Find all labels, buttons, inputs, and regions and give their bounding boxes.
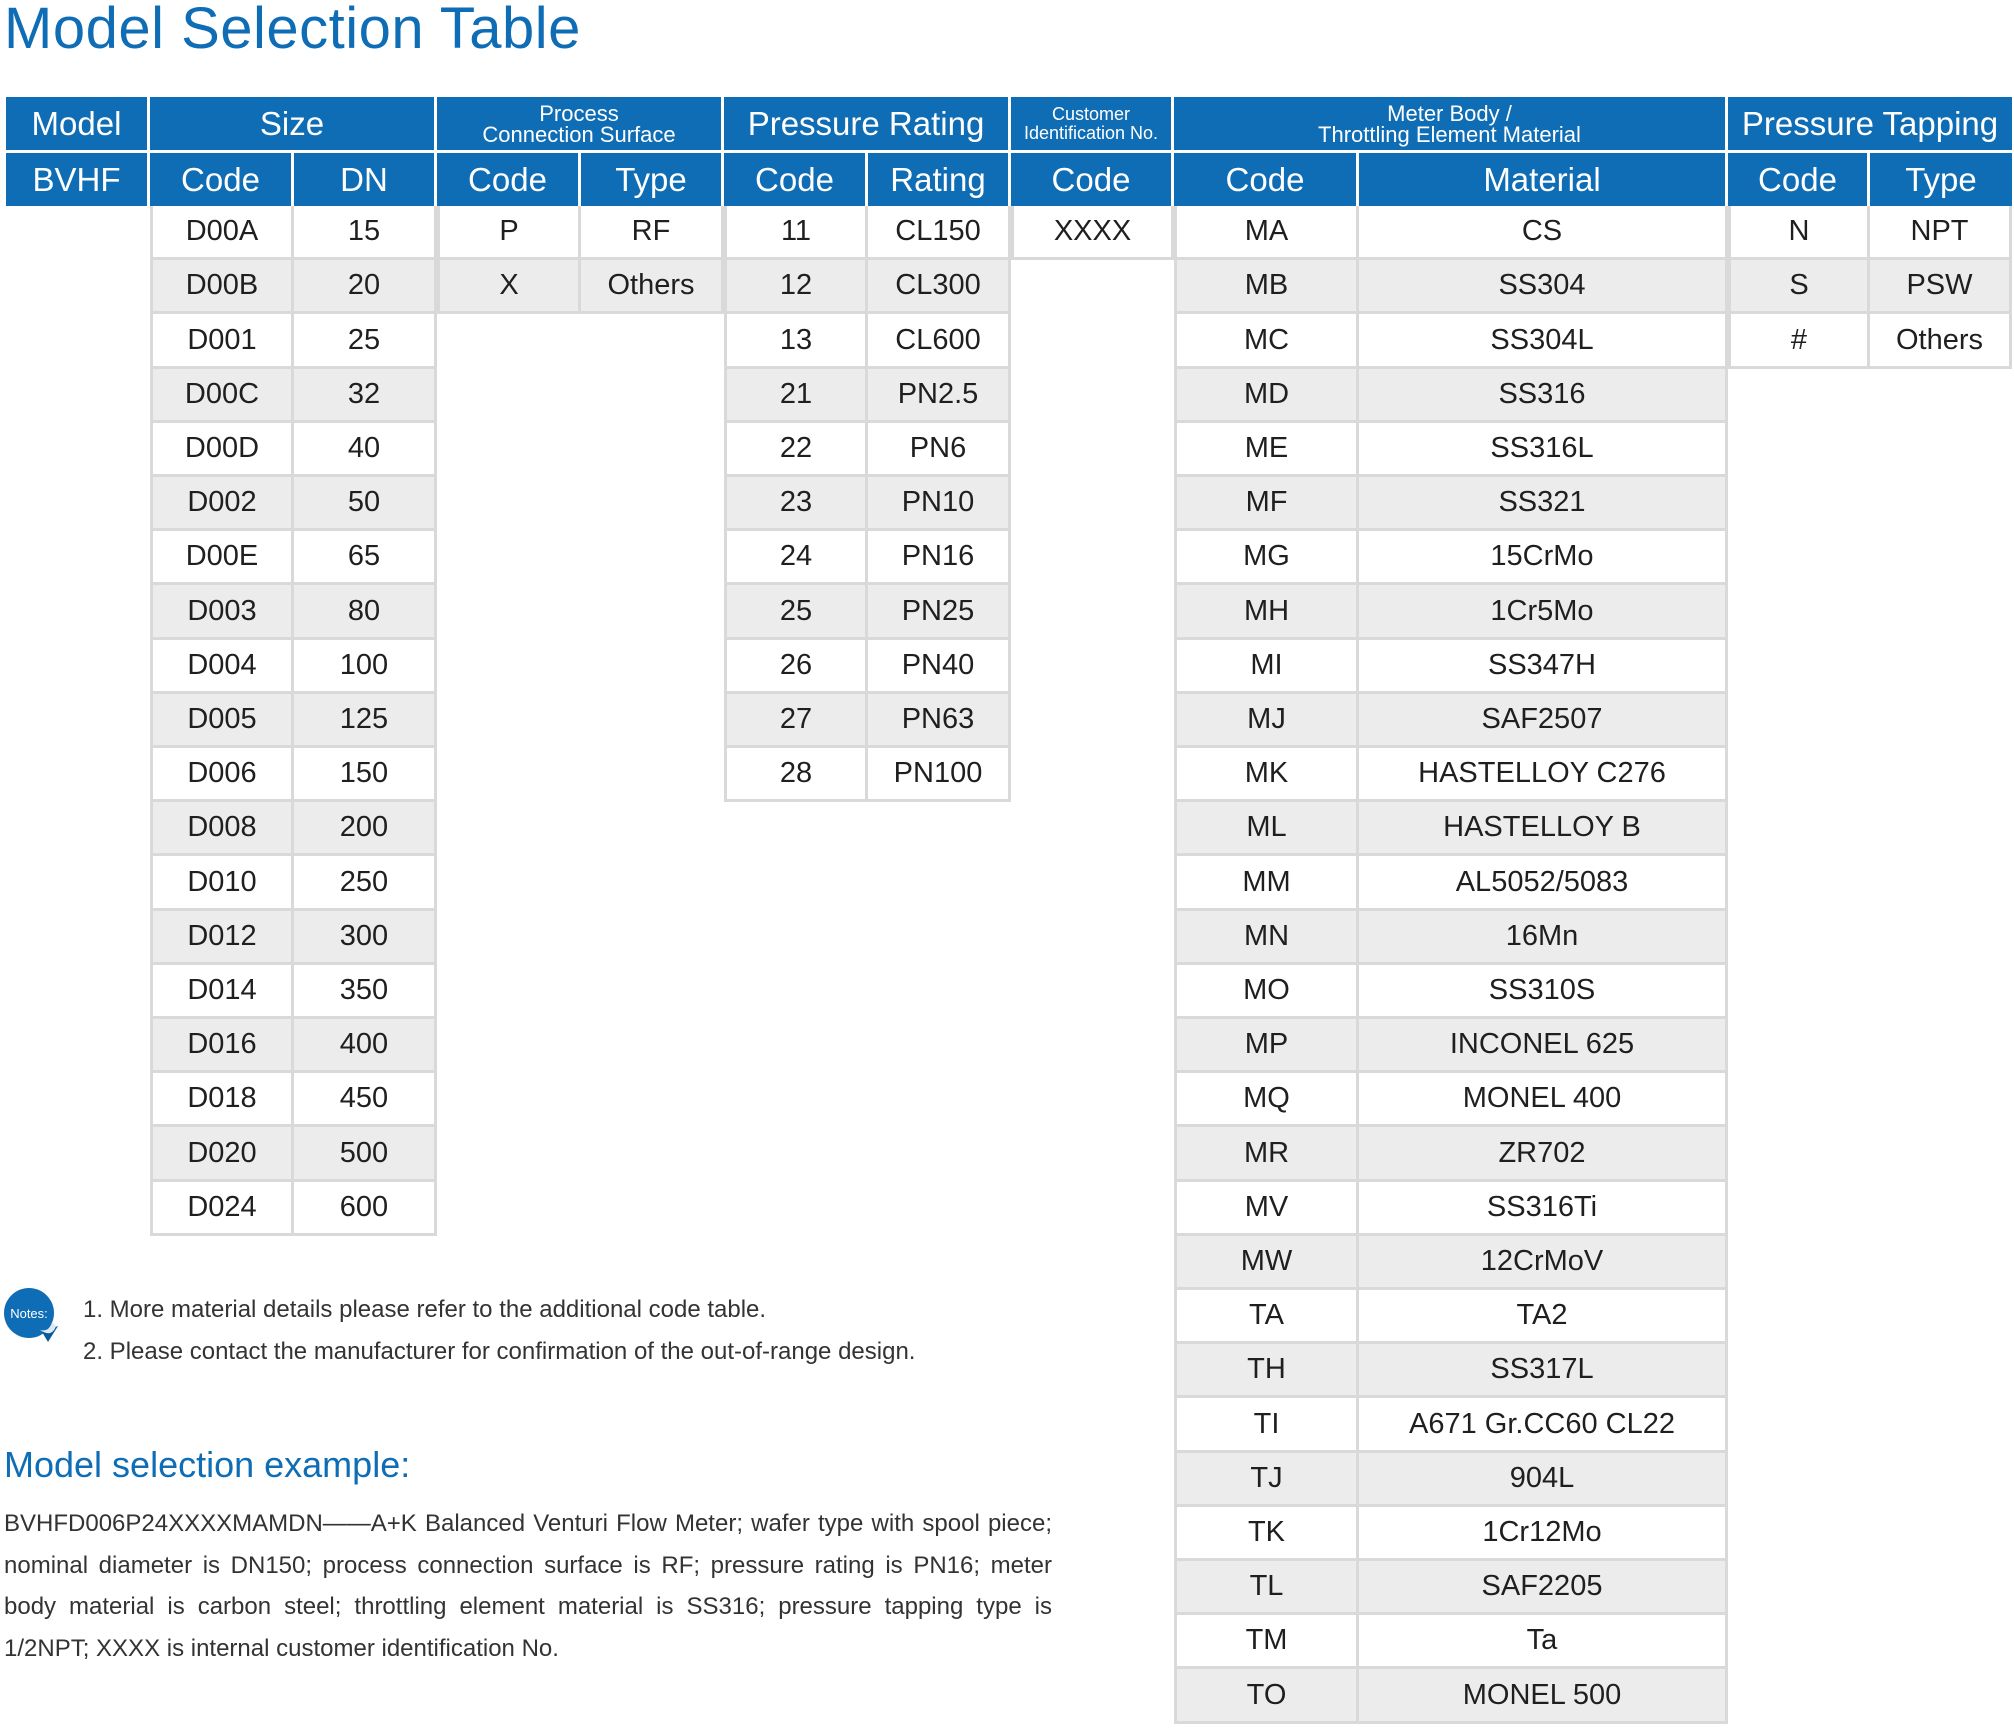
header-size: Size <box>150 97 437 153</box>
material-row-code-cell: MF <box>1174 477 1359 531</box>
tapping-row-value-cell: PSW <box>1870 260 2012 314</box>
material-row-value-cell: SS317L <box>1359 1344 1728 1398</box>
material-row-value-cell: MONEL 400 <box>1359 1073 1728 1127</box>
pressure-row-value-cell: PN6 <box>868 423 1011 477</box>
header-process <box>437 97 724 153</box>
note-2: 2. Please contact the manufacturer for confirmation of the out-of-range design. <box>83 1338 916 1365</box>
size-row-code-cell: D014 <box>150 965 294 1019</box>
size-row-value-cell: 80 <box>294 585 437 640</box>
material-row-code-cell: MG <box>1174 531 1359 585</box>
pressure-row-value-cell: CL600 <box>868 314 1011 369</box>
material-row-value-cell: SS321 <box>1359 477 1728 531</box>
size-row-code-cell: D024 <box>150 1182 294 1236</box>
material-row-code-cell: MR <box>1174 1127 1359 1182</box>
size-row-value-cell: 15 <box>294 206 437 260</box>
customer-row-code-cell: XXXX <box>1011 206 1174 260</box>
material-row-code-cell: ME <box>1174 423 1359 477</box>
header-pressure: Pressure Rating <box>724 97 1011 153</box>
size-row-code-cell: D002 <box>150 477 294 531</box>
pressure-row-code-cell: 11 <box>724 206 868 260</box>
header-process-type: Type <box>581 153 724 206</box>
process-row-value-cell: RF <box>581 206 724 260</box>
material-row-code-cell: TH <box>1174 1344 1359 1398</box>
material-row-value-cell: AL5052/5083 <box>1359 856 1728 911</box>
pressure-row-value-cell: CL300 <box>868 260 1011 314</box>
pressure-row-value-cell: PN25 <box>868 585 1011 640</box>
size-row-value-cell: 32 <box>294 369 437 423</box>
pressure-row-code-cell: 23 <box>724 477 868 531</box>
header-pressure-code: Code <box>724 153 868 206</box>
size-row-code-cell: D012 <box>150 911 294 965</box>
header-process-code: Code <box>437 153 581 206</box>
material-row-code-cell: MA <box>1174 206 1359 260</box>
size-row-code-cell: D00A <box>150 206 294 260</box>
material-row-value-cell: INCONEL 625 <box>1359 1019 1728 1073</box>
material-row-code-cell: TI <box>1174 1398 1359 1453</box>
pressure-row-code-cell: 13 <box>724 314 868 369</box>
size-row-value-cell: 65 <box>294 531 437 585</box>
header-meter-material: Material <box>1359 153 1728 206</box>
material-row-value-cell: 15CrMo <box>1359 531 1728 585</box>
size-row-value-cell: 250 <box>294 856 437 911</box>
material-row-value-cell: SAF2507 <box>1359 694 1728 748</box>
header-meter-line2: Throttling Element Material <box>1318 121 1581 147</box>
header-size-code: Code <box>150 153 294 206</box>
size-row-value-cell: 600 <box>294 1182 437 1236</box>
material-row-code-cell: MP <box>1174 1019 1359 1073</box>
header-customer <box>1011 97 1174 153</box>
process-row-value-cell: Others <box>581 260 724 314</box>
pressure-row-code-cell: 24 <box>724 531 868 585</box>
material-row-value-cell: ZR702 <box>1359 1127 1728 1182</box>
material-row-value-cell: TA2 <box>1359 1290 1728 1344</box>
material-row-code-cell: MQ <box>1174 1073 1359 1127</box>
process-row-code-cell: X <box>437 260 581 314</box>
size-row-value-cell: 150 <box>294 748 437 802</box>
pressure-row-value-cell: PN10 <box>868 477 1011 531</box>
material-row-code-cell: TM <box>1174 1615 1359 1669</box>
size-row-value-cell: 20 <box>294 260 437 314</box>
header-tapping-code: Code <box>1728 153 1870 206</box>
tapping-row-code-cell: # <box>1728 314 1870 369</box>
material-row-value-cell: A671 Gr.CC60 CL22 <box>1359 1398 1728 1453</box>
material-row-value-cell: SS304 <box>1359 260 1728 314</box>
header-model: Model <box>6 97 150 153</box>
material-row-code-cell: MM <box>1174 856 1359 911</box>
size-row-value-cell: 450 <box>294 1073 437 1127</box>
size-row-code-cell: D00C <box>150 369 294 423</box>
material-row-code-cell: TL <box>1174 1561 1359 1615</box>
pressure-row-code-cell: 25 <box>724 585 868 640</box>
pressure-row-value-cell: CL150 <box>868 206 1011 260</box>
material-row-value-cell: MONEL 500 <box>1359 1669 1728 1724</box>
material-row-code-cell: MJ <box>1174 694 1359 748</box>
size-row-code-cell: D00B <box>150 260 294 314</box>
size-row-value-cell: 50 <box>294 477 437 531</box>
material-row-value-cell: SS304L <box>1359 314 1728 369</box>
size-row-value-cell: 350 <box>294 965 437 1019</box>
material-row-value-cell: 12CrMoV <box>1359 1236 1728 1290</box>
size-row-code-cell: D00E <box>150 531 294 585</box>
material-row-value-cell: SAF2205 <box>1359 1561 1728 1615</box>
material-row-value-cell: SS316L <box>1359 423 1728 477</box>
pressure-row-value-cell: PN40 <box>868 640 1011 694</box>
material-row-code-cell: MI <box>1174 640 1359 694</box>
header-size-dn: DN <box>294 153 437 206</box>
notes-icon <box>2 1286 60 1344</box>
pressure-row-code-cell: 22 <box>724 423 868 477</box>
header-customer-code: Code <box>1011 153 1174 206</box>
header-tapping-type: Type <box>1870 153 2012 206</box>
material-row-code-cell: MH <box>1174 585 1359 640</box>
material-row-value-cell: SS316Ti <box>1359 1182 1728 1236</box>
header-meter-code: Code <box>1174 153 1359 206</box>
header-customer-line1: Customer <box>1051 103 1131 124</box>
size-row-value-cell: 100 <box>294 640 437 694</box>
header-customer-line2: Identification No. <box>1023 122 1159 143</box>
header-meter <box>1174 97 1728 153</box>
material-row-code-cell: MO <box>1174 965 1359 1019</box>
material-row-value-cell: SS310S <box>1359 965 1728 1019</box>
size-row-code-cell: D003 <box>150 585 294 640</box>
header-meter-line1: Meter Body / <box>1387 100 1512 126</box>
size-row-code-cell: D010 <box>150 856 294 911</box>
size-row-code-cell: D004 <box>150 640 294 694</box>
example-title: Model selection example: <box>4 1444 411 1485</box>
material-row-code-cell: MN <box>1174 911 1359 965</box>
material-row-value-cell: 904L <box>1359 1453 1728 1507</box>
material-row-value-cell: CS <box>1359 206 1728 260</box>
material-row-value-cell: HASTELLOY C276 <box>1359 748 1728 802</box>
size-row-code-cell: D001 <box>150 314 294 369</box>
size-row-value-cell: 200 <box>294 802 437 856</box>
pressure-row-value-cell: PN16 <box>868 531 1011 585</box>
header-process-line2: Connection Surface <box>482 121 676 147</box>
note-1: 1. More material details please refer to the additional code table. <box>83 1296 767 1323</box>
tapping-row-code-cell: N <box>1728 206 1870 260</box>
pressure-row-code-cell: 26 <box>724 640 868 694</box>
size-row-value-cell: 500 <box>294 1127 437 1182</box>
size-row-value-cell: 40 <box>294 423 437 477</box>
header-pressure-rating: Rating <box>868 153 1011 206</box>
size-row-value-cell: 300 <box>294 911 437 965</box>
size-row-code-cell: D00D <box>150 423 294 477</box>
material-row-code-cell: MK <box>1174 748 1359 802</box>
material-row-value-cell: Ta <box>1359 1615 1728 1669</box>
material-row-code-cell: TJ <box>1174 1453 1359 1507</box>
size-row-value-cell: 125 <box>294 694 437 748</box>
size-row-code-cell: D018 <box>150 1073 294 1127</box>
material-row-code-cell: MV <box>1174 1182 1359 1236</box>
material-row-code-cell: TK <box>1174 1507 1359 1561</box>
tapping-row-code-cell: S <box>1728 260 1870 314</box>
pressure-row-code-cell: 12 <box>724 260 868 314</box>
material-row-code-cell: ML <box>1174 802 1359 856</box>
notes-icon-label: Notes: <box>10 1306 48 1321</box>
material-row-code-cell: MB <box>1174 260 1359 314</box>
pressure-row-code-cell: 27 <box>724 694 868 748</box>
header-model-code: BVHF <box>6 153 150 206</box>
material-row-code-cell: TA <box>1174 1290 1359 1344</box>
material-row-value-cell: SS316 <box>1359 369 1728 423</box>
pressure-row-value-cell: PN100 <box>868 748 1011 802</box>
material-row-code-cell: TO <box>1174 1669 1359 1724</box>
process-row-code-cell: P <box>437 206 581 260</box>
page-title: Model Selection Table <box>4 0 581 61</box>
material-row-value-cell: SS347H <box>1359 640 1728 694</box>
material-row-code-cell: MD <box>1174 369 1359 423</box>
material-row-value-cell: HASTELLOY B <box>1359 802 1728 856</box>
pressure-row-value-cell: PN63 <box>868 694 1011 748</box>
pressure-row-value-cell: PN2.5 <box>868 369 1011 423</box>
size-row-code-cell: D016 <box>150 1019 294 1073</box>
size-row-code-cell: D020 <box>150 1127 294 1182</box>
tapping-row-value-cell: Others <box>1870 314 2012 369</box>
size-row-code-cell: D005 <box>150 694 294 748</box>
material-row-value-cell: 1Cr5Mo <box>1359 585 1728 640</box>
material-row-code-cell: MW <box>1174 1236 1359 1290</box>
material-row-value-cell: 1Cr12Mo <box>1359 1507 1728 1561</box>
pressure-row-code-cell: 28 <box>724 748 868 802</box>
pressure-row-code-cell: 21 <box>724 369 868 423</box>
header-tapping: Pressure Tapping <box>1728 97 2012 153</box>
example-text: BVHFD006P24XXXXMAMDN——A+K Balanced Venturi Flow Meter; wafer type with spool piece; nominal diameter is DN150; process connection surface is RF; pressure rating is PN16; meter body material is carbon steel; throttling element material is SS316; pressure tapping type is 1/2NPT; XXXX is internal customer identification No. <box>4 1510 1052 1662</box>
material-row-code-cell: MC <box>1174 314 1359 369</box>
tapping-row-value-cell: NPT <box>1870 206 2012 260</box>
size-row-value-cell: 25 <box>294 314 437 369</box>
size-row-value-cell: 400 <box>294 1019 437 1073</box>
size-row-code-cell: D008 <box>150 802 294 856</box>
header-process-line1: Process <box>539 100 619 126</box>
material-row-value-cell: 16Mn <box>1359 911 1728 965</box>
size-row-code-cell: D006 <box>150 748 294 802</box>
